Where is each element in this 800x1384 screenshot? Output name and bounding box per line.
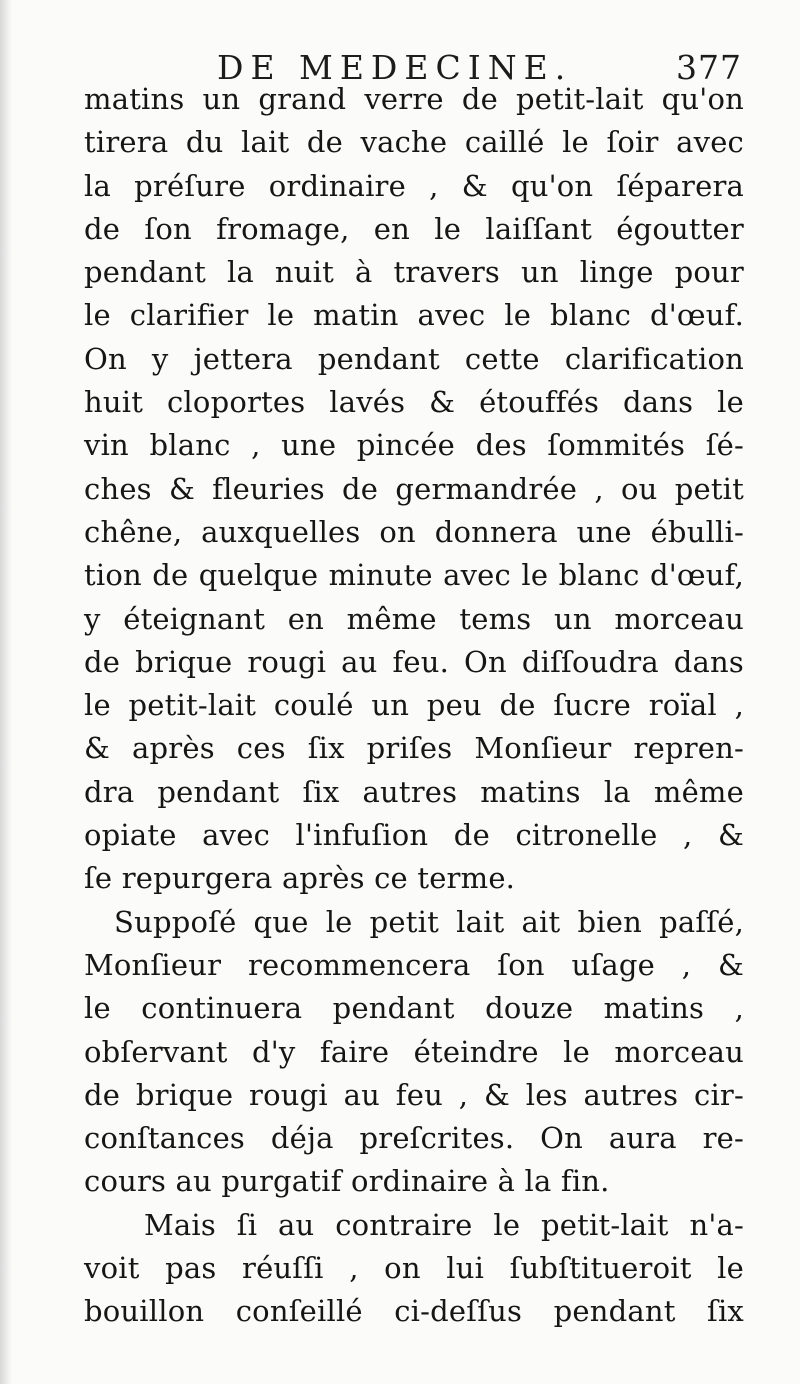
text-line: tion de quelque minute avec le blanc d'œuf, (84, 558, 744, 593)
text-line: conſtances déja preſcrites. On aura re- (84, 1121, 744, 1156)
text-line: y éteignant en même tems un morceau (84, 601, 744, 636)
text-line: de ſon fromage, en le laiſſant égoutter (84, 211, 744, 246)
paragraph-first-line: Suppoſé que le petit lait ait bien paſſé, (114, 904, 744, 939)
text-line: le petit-lait coulé un peu de ſucre roïal , (84, 688, 744, 723)
text-line: tirera du lait de vache caillé le ſoir avec (84, 125, 744, 160)
text-line: ches & fleuries de germandrée , ou petit (84, 471, 744, 506)
text-line: dra pendant ſix autres matins la même (84, 774, 744, 809)
text-line: le clarifier le matin avec le blanc d'œuf. (84, 298, 744, 333)
text-line: pendant la nuit à travers un linge pour (84, 255, 744, 290)
text-line: chêne, auxquelles on donnera une ébulli- (84, 514, 744, 549)
text-line: de brique rougi au feu , & les autres cir- (84, 1077, 744, 1112)
text-line: cours au purgatif ordinaire à la fin. (84, 1164, 610, 1199)
text-line: & après ces ſix priſes Monſieur repren- (84, 731, 744, 766)
text-line: de brique rougi au feu. On diſſoudra dans (84, 644, 744, 679)
text-line: On y jettera pendant cette clarification (84, 341, 744, 376)
body-text (84, 78, 744, 1334)
text-line: Monſieur recommencera ſon uſage , & (84, 947, 744, 982)
text-line: ſe repurgera après ce terme. (84, 861, 516, 896)
text-line: matins un grand verre de petit-lait qu'on (84, 82, 744, 116)
text-line: le continuera pendant douze matins , (84, 991, 744, 1026)
page-number: 377 (676, 48, 742, 87)
gutter-shadow (0, 0, 12, 1384)
text-line: vin blanc , une pincée des ſommités ſé- (84, 428, 744, 463)
running-head-title: DE MEDECINE. (217, 48, 573, 87)
paragraph-first-line: Mais ſi au contraire le petit-lait n'a- (144, 1207, 744, 1242)
text-line: voit pas réuſſi , on lui ſubſtitueroit le (84, 1251, 744, 1286)
text-line: la préſure ordinaire , & qu'on ſéparera (84, 168, 744, 203)
text-line: obſervant d'y faire éteindre le morceau (84, 1034, 744, 1069)
text-line: huit cloportes lavés & étouffés dans le (84, 385, 744, 420)
text-line: bouillon conſeillé ci-deſſus pendant ſix (84, 1294, 744, 1329)
text-line: opiate avec l'infuſion de citronelle , & (84, 818, 744, 853)
